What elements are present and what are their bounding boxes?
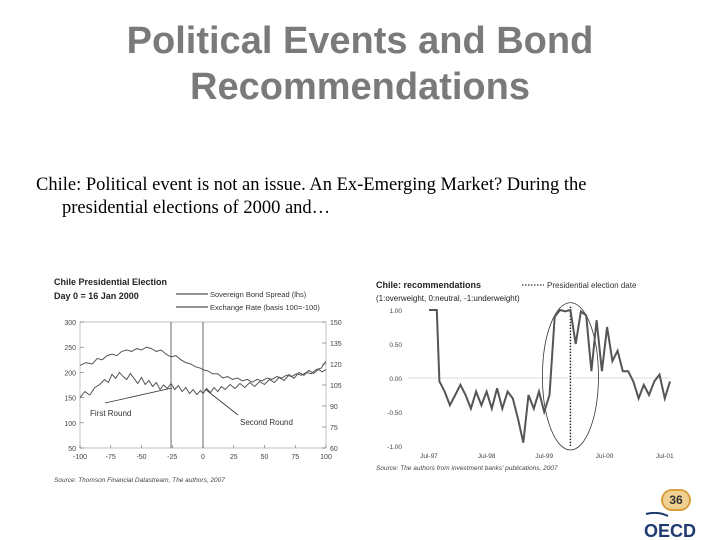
- x-tick-label: -50: [136, 454, 147, 461]
- x-tick-label: Jul-00: [595, 453, 614, 460]
- x-tick-label: 100: [320, 454, 332, 461]
- x-tick-label: Jul-98: [477, 453, 496, 460]
- annotation-second-round: [205, 389, 293, 427]
- page-number: 36: [669, 493, 683, 507]
- y-tick-label: 300: [64, 320, 76, 327]
- oecd-logo: [640, 512, 720, 540]
- y-tick-label: 50: [68, 446, 76, 453]
- y-tick-label: -1.00: [387, 444, 402, 451]
- y-tick-label: 150: [64, 395, 76, 403]
- x-tick-label: Jul-97: [420, 453, 438, 460]
- logo-swoosh: [646, 513, 668, 516]
- x-tick-label: -75: [105, 454, 116, 461]
- legend-label-election: Presidential election date: [547, 281, 637, 290]
- chart-title: Chile: recommendations: [376, 280, 482, 290]
- y-tick-label: 100: [64, 420, 76, 428]
- body-line-2: presidential elections of 2000 and…: [62, 198, 331, 218]
- annotation-first-round: [90, 388, 172, 418]
- first-round-arrow: [105, 388, 172, 403]
- x-tick-label: Jul-99: [535, 453, 554, 460]
- x-tick-label: -25: [167, 454, 178, 461]
- recommendations-chart: [372, 275, 690, 475]
- y-tick-label: 1.00: [389, 308, 402, 315]
- x-tick-label: 25: [229, 454, 238, 461]
- election-spread-chart: [50, 272, 350, 487]
- x-tick-label: 75: [291, 454, 300, 461]
- x-tick-label: Jul-01: [655, 453, 674, 460]
- y-right-tick-label: 60: [330, 446, 338, 453]
- y-tick-label: 0.50: [389, 342, 402, 349]
- y-right-tick-label: 105: [330, 383, 342, 390]
- legend-label-spread: Sovereign Bond Spread (lhs): [210, 290, 307, 299]
- slide-title-line-1: Political Events and Bond: [126, 20, 594, 62]
- chart-source: Source: The authors from investment banks' publications, 2007: [376, 465, 558, 472]
- second-round-label: Second Round: [240, 418, 293, 427]
- chart-subtitle: (1:overweight, 0:neutral, -1:underweight): [376, 294, 520, 303]
- y-right-tick-label: 150: [330, 320, 342, 327]
- x-tick-label: 50: [260, 454, 269, 461]
- logo-wordmark: OECD: [644, 521, 697, 540]
- y-tick-label: 200: [64, 370, 76, 378]
- y-right-tick-label: 120: [330, 362, 342, 369]
- first-round-label: First Round: [90, 409, 132, 418]
- chart-legend: [522, 281, 637, 290]
- x-tick-label: -100: [72, 454, 88, 461]
- x-tick-label: 0: [201, 454, 205, 461]
- second-round-arrow: [205, 389, 238, 415]
- chart-title: Chile Presidential Election: [54, 277, 168, 287]
- slide-title: [40, 18, 680, 110]
- chart-source: Source: Thomson Financial Datastream, The authors, 2007: [54, 477, 225, 484]
- y-tick-label: 0.00: [389, 376, 402, 383]
- y-tick-label: 250: [64, 345, 76, 353]
- y-right-tick-label: 90: [330, 404, 338, 411]
- series-line-recommendation: [429, 310, 670, 443]
- y-right-tick-label: 75: [330, 425, 338, 432]
- y-tick-label: -0.50: [387, 410, 402, 417]
- y-right-tick-label: 135: [330, 341, 342, 348]
- body-line-1: Chile: Political event is not an issue. An Ex-Emerging Market? During the: [36, 175, 587, 195]
- page-number-badge: [661, 489, 691, 511]
- chart-legend: [176, 290, 320, 312]
- chart-subtitle: Day 0 = 16 Jan 2000: [54, 291, 139, 301]
- legend-label-fx: Exchange Rate (basis 100=-100): [210, 303, 320, 312]
- slide-body-text: [36, 174, 716, 220]
- slide-title-line-2: Recommendations: [190, 66, 530, 108]
